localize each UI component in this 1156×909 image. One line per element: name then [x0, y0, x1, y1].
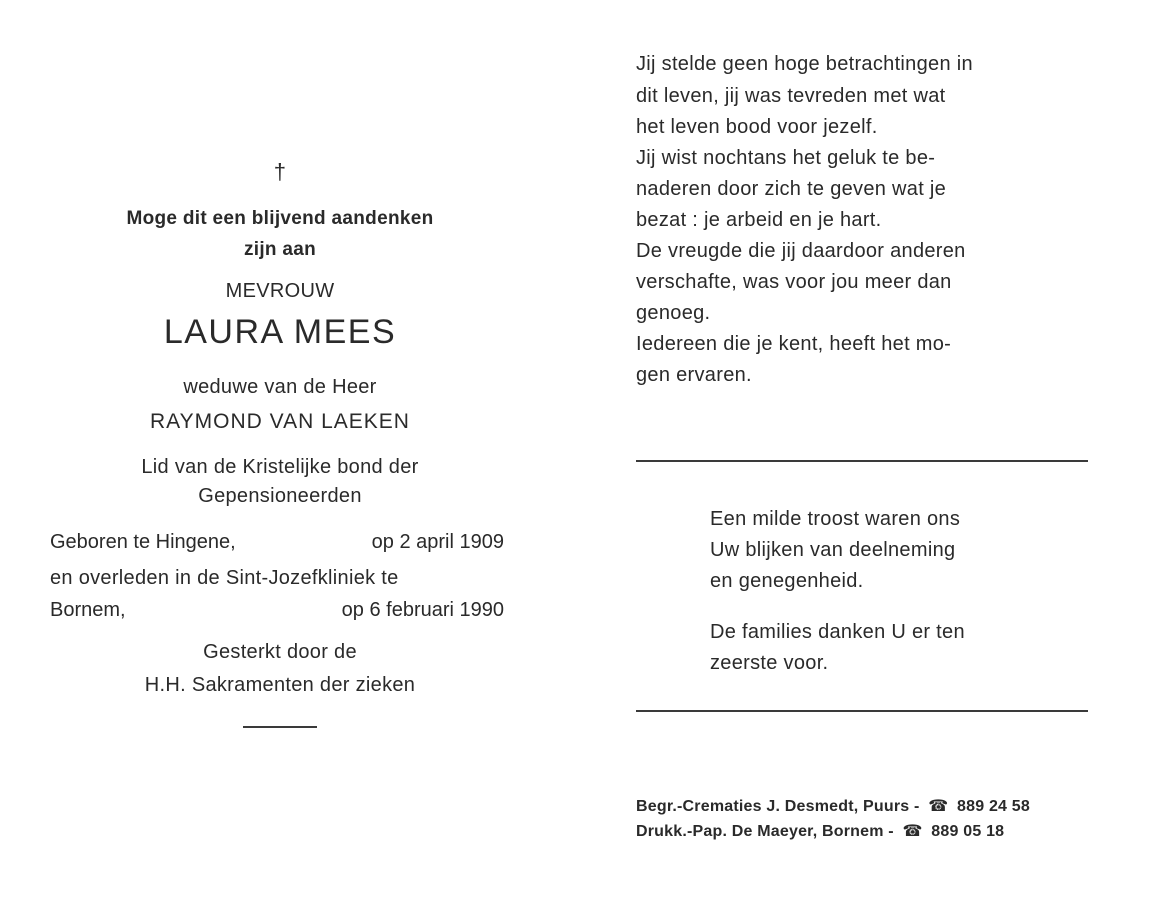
poem-line: het leven bood voor jezelf. [636, 116, 878, 138]
deceased-name: LAURA MEES [163, 313, 397, 351]
printer-phone: 889 05 18 [931, 823, 1005, 840]
sacrament-line-1: Gesterkt door de [203, 641, 357, 663]
printer-credit: Drukk.-Pap. De Maeyer, Bornem - ☎ 889 05 18 [636, 823, 1005, 840]
telephone-icon: ☎ [928, 798, 949, 815]
poem-line: verschafte, was voor jou meer dan [636, 271, 952, 293]
poem-line: dit leven, jij was tevreden met wat [636, 85, 946, 107]
cross-symbol: † [273, 159, 287, 184]
poem-line: bezat : je arbeid en je hart. [636, 209, 882, 231]
poem-line: Jij stelde geen hoge betrachtingen in [636, 53, 973, 75]
families-line: De families danken U er ten [710, 621, 965, 643]
poem-line: De vreugde die jij daardoor anderen [636, 240, 966, 262]
death-date: op 6 februari 1990 [341, 599, 504, 621]
telephone-icon: ☎ [902, 823, 923, 840]
thanks-line: en genegenheid. [710, 570, 864, 592]
left-divider [243, 726, 317, 728]
poem-line: Jij wist nochtans het geluk te be- [636, 147, 936, 169]
thanks-line: Uw blijken van deelneming [710, 539, 956, 561]
families-line: zeerste voor. [710, 652, 829, 674]
poem-line: gen ervaren. [636, 364, 752, 386]
right-divider-top [636, 460, 1088, 462]
husband-name: RAYMOND VAN LAEKEN [150, 410, 410, 433]
remembrance-line-2: zijn aan [243, 239, 317, 260]
birth-date: op 2 april 1909 [371, 531, 504, 553]
death-line-1: en overleden in de Sint-Jozefkliniek te [50, 567, 399, 589]
honorific-title: MEVROUW [225, 280, 335, 302]
remembrance-line-1: Moge dit een blijvend aandenken [126, 208, 434, 229]
right-divider-bottom [636, 710, 1088, 712]
membership-line-1: Lid van de Kristelijke bond der [141, 456, 419, 478]
birth-line [50, 530, 504, 554]
poem-line: naderen door zich te geven wat je [636, 178, 947, 200]
death-line-2 [50, 598, 504, 622]
sacrament-line-2: H.H. Sakramenten der zieken [144, 674, 416, 696]
membership-line-2: Gepensioneerden [198, 485, 362, 507]
widow-of-line: weduwe van de Heer [183, 376, 377, 398]
death-place: Bornem, [50, 599, 126, 621]
poem-line: genoeg. [636, 302, 711, 324]
thanks-line: Een milde troost waren ons [710, 508, 961, 530]
poem-line: Iedereen die je kent, heeft het mo- [636, 333, 952, 355]
birth-place: Geboren te Hingene, [50, 531, 236, 553]
funeral-home-credit: Begr.-Crematies J. Desmedt, Puurs - ☎ 889 24 58 [636, 798, 1030, 815]
funeral-home-phone: 889 24 58 [957, 798, 1030, 815]
